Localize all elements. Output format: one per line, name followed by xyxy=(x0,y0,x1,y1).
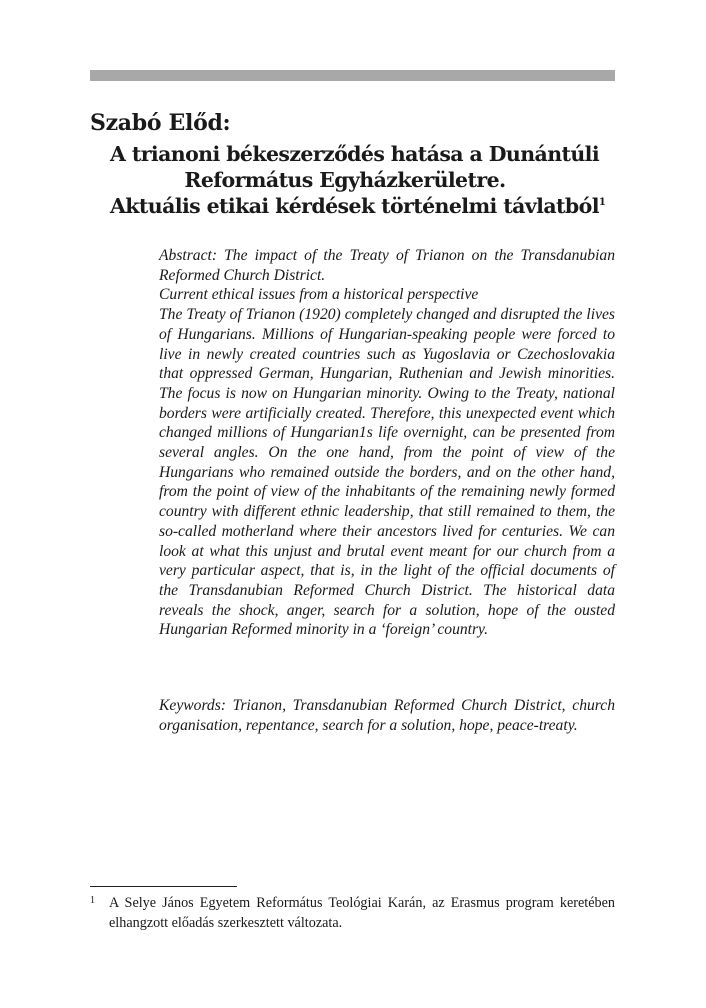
footnote-mark: 1 xyxy=(90,895,95,906)
author-name: Szabó Előd: xyxy=(90,110,231,136)
footnote-separator xyxy=(90,886,237,887)
title-line-3 xyxy=(110,193,606,219)
title-line-3-text: Aktuális etikai kérdések történelmi távlatból xyxy=(110,194,599,218)
footnote xyxy=(90,893,615,933)
abstract xyxy=(159,246,615,640)
title-line-2: Református Egyházkerületre. xyxy=(184,168,506,192)
abstract-subheading: Current ethical issues from a historical perspective xyxy=(159,286,479,304)
footnote-text: A Selye János Egyetem Református Teológiai Karán, az Erasmus program keretében elhangzott előadás szerkesztett változata. xyxy=(109,895,615,931)
keywords: Keywords: Trianon, Transdanubian Reformed Church District, church organisation, repentance, search for a solution, hope, peace-treaty. xyxy=(159,697,615,734)
title-line-1: A trianoni békeszerződés hatása a Dunántúli xyxy=(110,142,600,166)
title-footnote-ref: 1 xyxy=(598,197,606,209)
abstract-body: The Treaty of Trianon (1920) completely changed and disrupted the lives of Hungarians. Millions of Hungarian-speaking people were forced to live in newly created countries such as Yugoslavia or Czechoslovakia that oppressed German, Hungarian, Ruthenian and Jewish minorities. The focus is now on Hungarian minority. Owing to the Treaty, national borders were artificially created. Therefore, this unexpected event which changed millions of Hungarian1s life overnight, can be presented from several angles. On the one hand, from the point of view of the Hungarians who remained outside the borders, and on the other hand, from the point of view of the inhabitants of the remaining newly formed country with different ethnic leadership, that still remained to them, the so-called motherland where their ancestors lived for centuries. We can look at what this unjust and brutal event meant for our church from a very particular aspect, that is, in the light of the official documents of the Transdanubian Reformed Church District. The historical data reveals the shock, anger, search for a solution, hope of the ousted Hungarian Reformed minority in a ‘foreign’ country. xyxy=(159,306,615,639)
article-title xyxy=(110,141,606,219)
header-rule xyxy=(90,70,615,81)
abstract-heading: Abstract: The impact of the Treaty of Trianon on the Transdanubian Reformed Church District. xyxy=(159,247,615,284)
